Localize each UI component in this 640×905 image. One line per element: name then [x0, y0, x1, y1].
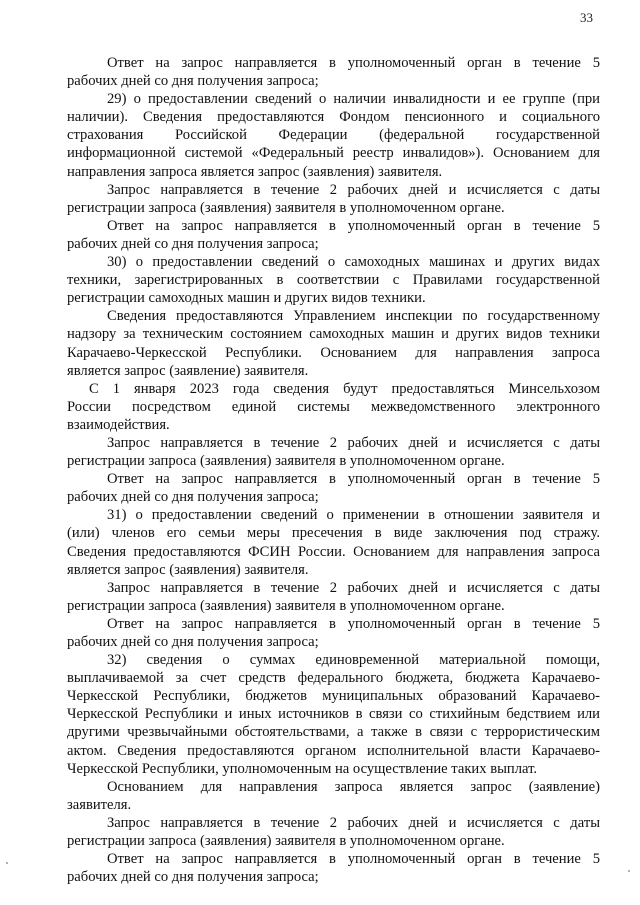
- text-line: Черкесской Республики, уполномоченным на осуществление таких выплат.: [67, 760, 538, 777]
- text-line: информационной системой «Федеральный реестр инвалидов»). Основанием для: [67, 145, 600, 162]
- text-line: заявителя.: [67, 796, 132, 813]
- text-line: 29) о предоставлении сведений о наличии инвалидности и ее группе (при: [107, 91, 600, 108]
- text-line: Карачаево-Черкесской Республики. Основанием для направления запроса: [67, 344, 600, 361]
- text-line: Черкесской Республики, бюджетов муниципальных образований Карачаево-: [67, 688, 600, 705]
- text-line: наличии). Сведения предоставляются Фондом пенсионного и социального: [67, 109, 600, 126]
- text-line: регистрации запроса (заявления) заявителя в уполномоченном органе.: [67, 453, 505, 470]
- text-line: Запрос направляется в течение 2 рабочих дней и исчисляется с даты: [107, 181, 600, 198]
- text-line: 30) о предоставлении сведений о самоходных машинах и других видах: [107, 254, 600, 271]
- text-line: Основанием для направления запроса является запрос (заявление): [107, 778, 600, 795]
- text-line: России посредством единой системы межведомственного электронного: [67, 398, 600, 415]
- text-line: рабочих дней со дня получения запроса;: [67, 489, 319, 506]
- text-line: рабочих дней со дня получения запроса;: [67, 235, 319, 252]
- text-line: рабочих дней со дня получения запроса;: [67, 73, 319, 90]
- text-line: регистрации запроса (заявления) заявителя в уполномоченном органе.: [67, 199, 505, 216]
- text-line: регистрации самоходных машин и других видов техники.: [67, 290, 426, 307]
- text-line: Запрос направляется в течение 2 рабочих дней и исчисляется с даты: [107, 814, 600, 831]
- text-line: 32) сведения о суммах единовременной материальной помощи,: [107, 652, 600, 669]
- text-line: Запрос направляется в течение 2 рабочих дней и исчисляется с даты: [107, 434, 600, 451]
- text-line: Ответ на запрос направляется в уполномоченный орган в течение 5: [107, 55, 600, 71]
- text-line: направления запроса является запрос (заявления) заявителя.: [67, 163, 443, 180]
- text-line: является запрос (заявление) заявителя.: [67, 362, 309, 379]
- text-line: взаимодействия.: [67, 416, 170, 433]
- text-line: 31) о предоставлении сведений о применении в отношении заявителя и: [107, 507, 600, 524]
- text-line: рабочих дней со дня получения запроса;: [67, 634, 319, 650]
- text-line: (или) членов его семьи меры пресечения в виде заключения под стражу.: [67, 525, 600, 542]
- text-line: С 1 января 2023 года сведения будут предоставляться Минсельхозом: [89, 380, 600, 397]
- text-line: техники, зарегистрированных в соответствии с Правилами государственной: [67, 272, 600, 289]
- text-line: страхования Российской Федерации (федеральной государственной: [67, 127, 600, 144]
- text-line: Ответ на запрос направляется в уполномоченный орган в течение 5: [107, 217, 600, 234]
- document-body: [67, 54, 600, 886]
- text-line: надзору за техническим состоянием самоходных машин и других видов техники: [67, 326, 600, 343]
- text-line: Черкесской Республики и иных источников в связи со стихийным бедствием или: [67, 706, 600, 723]
- text-line: Ответ на запрос направляется в уполномоченный орган в течение 5: [107, 851, 600, 868]
- text-line: Ответ на запрос направляется в уполномоченный орган в течение 5: [107, 615, 600, 632]
- text-line: Запрос направляется в течение 2 рабочих дней и исчисляется с даты: [107, 579, 600, 596]
- text-line: является запрос (заявления) заявителя.: [67, 561, 309, 578]
- text-line: регистрации запроса (заявления) заявителя в уполномоченном органе.: [67, 833, 505, 850]
- page-number: 33: [580, 10, 593, 25]
- scan-speck: [628, 870, 630, 872]
- text-line: выплачиваемой за счет средств федерального бюджета, бюджета Карачаево-: [67, 670, 600, 687]
- text-line: Сведения предоставляются Управлением инспекции по государственному: [107, 308, 600, 325]
- text-line: Ответ на запрос направляется в уполномоченный орган в течение 5: [107, 471, 600, 488]
- text-line: регистрации запроса (заявления) заявителя в уполномоченном органе.: [67, 597, 505, 614]
- text-line: Сведения предоставляются ФСИН России. Основанием для направления запроса: [67, 543, 600, 560]
- text-line: актом. Сведения предоставляются органом исполнительной власти Карачаево-: [67, 742, 600, 759]
- scan-speck: [6, 862, 8, 864]
- text-line: рабочих дней со дня получения запроса;: [67, 869, 319, 886]
- text-line: другими чрезвычайными обстоятельствами, а также в связи с террористическим: [67, 724, 600, 741]
